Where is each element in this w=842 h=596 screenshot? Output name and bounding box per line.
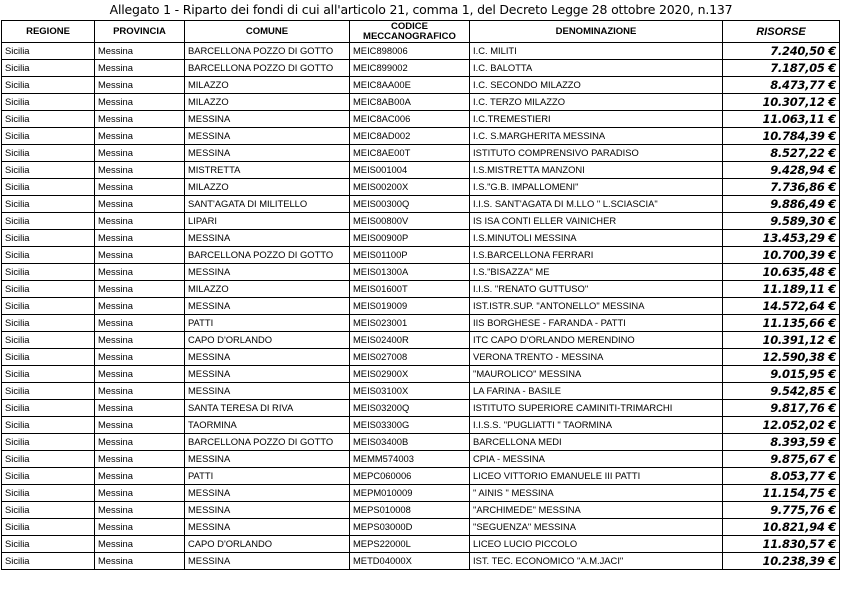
table-row xyxy=(2,417,840,434)
cell-comune: MESSINA xyxy=(185,230,350,247)
table-row xyxy=(2,128,840,145)
cell-denominazione: LA FARINA - BASILE xyxy=(470,383,723,400)
table-row xyxy=(2,536,840,553)
cell-codice: MEPS22000L xyxy=(350,536,470,553)
document-title: Allegato 1 - Riparto dei fondi di cui all'articolo 21, comma 1, del Decreto Legge 28 ottobre 2020, n.137 xyxy=(109,2,733,17)
cell-comune: MESSINA xyxy=(185,553,350,570)
cell-risorse: 7.240,50 € xyxy=(723,43,840,60)
cell-denominazione: I.C. BALOTTA xyxy=(470,60,723,77)
cell-regione: Sicilia xyxy=(2,332,95,349)
cell-codice: MEIS03300G xyxy=(350,417,470,434)
cell-comune: CAPO D'ORLANDO xyxy=(185,332,350,349)
table-row xyxy=(2,502,840,519)
cell-denominazione: ITC CAPO D'ORLANDO MERENDINO xyxy=(470,332,723,349)
cell-risorse: 10.307,12 € xyxy=(723,94,840,111)
cell-provincia: Messina xyxy=(95,519,185,536)
cell-denominazione: I.C. MILITI xyxy=(470,43,723,60)
table-row xyxy=(2,383,840,400)
cell-codice: MEPC060006 xyxy=(350,468,470,485)
table-row xyxy=(2,196,840,213)
cell-codice: MEPS03000D xyxy=(350,519,470,536)
cell-denominazione: ISTITUTO SUPERIORE CAMINITI-TRIMARCHI xyxy=(470,400,723,417)
header-codice-meccanografico: CODICE MECCANOGRAFICO xyxy=(350,21,470,43)
table-row xyxy=(2,230,840,247)
cell-provincia: Messina xyxy=(95,111,185,128)
table-row xyxy=(2,434,840,451)
cell-regione: Sicilia xyxy=(2,298,95,315)
cell-codice: MEIS02900X xyxy=(350,366,470,383)
table-row xyxy=(2,332,840,349)
cell-comune: MISTRETTA xyxy=(185,162,350,179)
table-row xyxy=(2,43,840,60)
cell-risorse: 9.428,94 € xyxy=(723,162,840,179)
cell-denominazione: "SEGUENZA" MESSINA xyxy=(470,519,723,536)
cell-regione: Sicilia xyxy=(2,77,95,94)
table-row xyxy=(2,468,840,485)
cell-denominazione: I.S.MISTRETTA MANZONI xyxy=(470,162,723,179)
cell-regione: Sicilia xyxy=(2,213,95,230)
cell-codice: MEIS03100X xyxy=(350,383,470,400)
table-row xyxy=(2,400,840,417)
cell-provincia: Messina xyxy=(95,417,185,434)
cell-regione: Sicilia xyxy=(2,162,95,179)
cell-comune: MESSINA xyxy=(185,383,350,400)
cell-regione: Sicilia xyxy=(2,451,95,468)
cell-comune: MESSINA xyxy=(185,128,350,145)
cell-denominazione: I.I.S. "RENATO GUTTUSO" xyxy=(470,281,723,298)
cell-risorse: 10.784,39 € xyxy=(723,128,840,145)
allocation-table xyxy=(1,20,840,570)
cell-codice: MEIS03400B xyxy=(350,434,470,451)
cell-risorse: 11.135,66 € xyxy=(723,315,840,332)
cell-risorse: 10.238,39 € xyxy=(723,553,840,570)
cell-comune: BARCELLONA POZZO DI GOTTO xyxy=(185,247,350,264)
cell-provincia: Messina xyxy=(95,213,185,230)
cell-codice: MEIS00200X xyxy=(350,179,470,196)
cell-regione: Sicilia xyxy=(2,128,95,145)
cell-risorse: 9.589,30 € xyxy=(723,213,840,230)
cell-denominazione: I.I.S. SANT'AGATA DI M.LLO " L.SCIASCIA" xyxy=(470,196,723,213)
cell-denominazione: LICEO LUCIO PICCOLO xyxy=(470,536,723,553)
cell-denominazione: I.I.S.S. "PUGLIATTI " TAORMINA xyxy=(470,417,723,434)
table-row xyxy=(2,366,840,383)
cell-comune: MILAZZO xyxy=(185,281,350,298)
cell-provincia: Messina xyxy=(95,77,185,94)
table-row xyxy=(2,179,840,196)
cell-risorse: 11.830,57 € xyxy=(723,536,840,553)
table-row xyxy=(2,485,840,502)
cell-denominazione: IST. TEC. ECONOMICO "A.M.JACI" xyxy=(470,553,723,570)
cell-provincia: Messina xyxy=(95,264,185,281)
cell-risorse: 9.886,49 € xyxy=(723,196,840,213)
cell-codice: MEIS02400R xyxy=(350,332,470,349)
cell-risorse: 9.542,85 € xyxy=(723,383,840,400)
cell-risorse: 12.590,38 € xyxy=(723,349,840,366)
table-row xyxy=(2,519,840,536)
cell-regione: Sicilia xyxy=(2,111,95,128)
cell-denominazione: I.C.TREMESTIERI xyxy=(470,111,723,128)
cell-codice: MEIC8AB00A xyxy=(350,94,470,111)
cell-comune: MESSINA xyxy=(185,111,350,128)
cell-codice: MEIC899002 xyxy=(350,60,470,77)
cell-denominazione: I.S.MINUTOLI MESSINA xyxy=(470,230,723,247)
cell-denominazione: "ARCHIMEDE" MESSINA xyxy=(470,502,723,519)
cell-codice: MEIS019009 xyxy=(350,298,470,315)
cell-regione: Sicilia xyxy=(2,94,95,111)
cell-denominazione: "MAUROLICO" MESSINA xyxy=(470,366,723,383)
cell-codice: MEIS03200Q xyxy=(350,400,470,417)
table-row xyxy=(2,213,840,230)
cell-regione: Sicilia xyxy=(2,366,95,383)
cell-codice: MEIS023001 xyxy=(350,315,470,332)
cell-provincia: Messina xyxy=(95,145,185,162)
table-row xyxy=(2,247,840,264)
cell-risorse: 8.393,59 € xyxy=(723,434,840,451)
cell-provincia: Messina xyxy=(95,332,185,349)
cell-comune: MESSINA xyxy=(185,145,350,162)
table-row xyxy=(2,298,840,315)
cell-provincia: Messina xyxy=(95,60,185,77)
cell-risorse: 10.391,12 € xyxy=(723,332,840,349)
cell-comune: MESSINA xyxy=(185,502,350,519)
cell-comune: MESSINA xyxy=(185,349,350,366)
cell-risorse: 14.572,64 € xyxy=(723,298,840,315)
cell-comune: MILAZZO xyxy=(185,94,350,111)
cell-denominazione: BARCELLONA MEDI xyxy=(470,434,723,451)
cell-risorse: 8.053,77 € xyxy=(723,468,840,485)
cell-risorse: 10.635,48 € xyxy=(723,264,840,281)
cell-comune: SANT'AGATA DI MILITELLO xyxy=(185,196,350,213)
cell-denominazione: CPIA - MESSINA xyxy=(470,451,723,468)
cell-regione: Sicilia xyxy=(2,519,95,536)
cell-provincia: Messina xyxy=(95,400,185,417)
cell-provincia: Messina xyxy=(95,128,185,145)
cell-provincia: Messina xyxy=(95,468,185,485)
cell-comune: MESSINA xyxy=(185,519,350,536)
cell-regione: Sicilia xyxy=(2,179,95,196)
cell-comune: LIPARI xyxy=(185,213,350,230)
cell-denominazione: " AINIS " MESSINA xyxy=(470,485,723,502)
cell-codice: MEIS01300A xyxy=(350,264,470,281)
cell-provincia: Messina xyxy=(95,366,185,383)
cell-regione: Sicilia xyxy=(2,383,95,400)
cell-risorse: 8.527,22 € xyxy=(723,145,840,162)
cell-denominazione: IST.ISTR.SUP. "ANTONELLO" MESSINA xyxy=(470,298,723,315)
cell-denominazione: IIS BORGHESE - FARANDA - PATTI xyxy=(470,315,723,332)
cell-provincia: Messina xyxy=(95,349,185,366)
cell-regione: Sicilia xyxy=(2,247,95,264)
cell-regione: Sicilia xyxy=(2,145,95,162)
cell-provincia: Messina xyxy=(95,94,185,111)
cell-regione: Sicilia xyxy=(2,43,95,60)
table-row xyxy=(2,281,840,298)
table-header-row xyxy=(2,21,840,43)
header-risorse: RISORSE xyxy=(723,21,840,43)
cell-comune: CAPO D'ORLANDO xyxy=(185,536,350,553)
table-row xyxy=(2,111,840,128)
cell-regione: Sicilia xyxy=(2,264,95,281)
cell-provincia: Messina xyxy=(95,230,185,247)
cell-comune: BARCELLONA POZZO DI GOTTO xyxy=(185,43,350,60)
cell-provincia: Messina xyxy=(95,315,185,332)
cell-regione: Sicilia xyxy=(2,400,95,417)
cell-risorse: 9.875,67 € xyxy=(723,451,840,468)
cell-codice: MEPS010008 xyxy=(350,502,470,519)
cell-codice: METD04000X xyxy=(350,553,470,570)
cell-codice: MEIS027008 xyxy=(350,349,470,366)
cell-denominazione: LICEO VITTORIO EMANUELE III PATTI xyxy=(470,468,723,485)
cell-regione: Sicilia xyxy=(2,434,95,451)
cell-codice: MEIC8AA00E xyxy=(350,77,470,94)
cell-denominazione: VERONA TRENTO - MESSINA xyxy=(470,349,723,366)
cell-regione: Sicilia xyxy=(2,315,95,332)
cell-risorse: 11.063,11 € xyxy=(723,111,840,128)
cell-codice: MEPM010009 xyxy=(350,485,470,502)
cell-comune: MESSINA xyxy=(185,451,350,468)
cell-comune: MESSINA xyxy=(185,298,350,315)
cell-denominazione: I.S."BISAZZA" ME xyxy=(470,264,723,281)
cell-provincia: Messina xyxy=(95,434,185,451)
cell-provincia: Messina xyxy=(95,451,185,468)
cell-comune: PATTI xyxy=(185,468,350,485)
cell-provincia: Messina xyxy=(95,162,185,179)
header-denominazione: DENOMINAZIONE xyxy=(470,21,723,43)
cell-provincia: Messina xyxy=(95,196,185,213)
cell-comune: SANTA TERESA DI RIVA xyxy=(185,400,350,417)
cell-provincia: Messina xyxy=(95,247,185,264)
table-row xyxy=(2,451,840,468)
header-comune: COMUNE xyxy=(185,21,350,43)
cell-regione: Sicilia xyxy=(2,417,95,434)
cell-risorse: 10.700,39 € xyxy=(723,247,840,264)
cell-provincia: Messina xyxy=(95,281,185,298)
cell-comune: PATTI xyxy=(185,315,350,332)
cell-regione: Sicilia xyxy=(2,502,95,519)
cell-regione: Sicilia xyxy=(2,536,95,553)
table-row xyxy=(2,349,840,366)
cell-provincia: Messina xyxy=(95,179,185,196)
cell-codice: MEIC8AC006 xyxy=(350,111,470,128)
cell-risorse: 13.453,29 € xyxy=(723,230,840,247)
table-row xyxy=(2,60,840,77)
cell-regione: Sicilia xyxy=(2,196,95,213)
cell-denominazione: ISTITUTO COMPRENSIVO PARADISO xyxy=(470,145,723,162)
cell-denominazione: I.C. S.MARGHERITA MESSINA xyxy=(470,128,723,145)
table-row xyxy=(2,264,840,281)
cell-regione: Sicilia xyxy=(2,485,95,502)
cell-comune: BARCELLONA POZZO DI GOTTO xyxy=(185,60,350,77)
cell-codice: MEIC8AE00T xyxy=(350,145,470,162)
cell-provincia: Messina xyxy=(95,43,185,60)
cell-codice: MEIS001004 xyxy=(350,162,470,179)
header-provincia: PROVINCIA xyxy=(95,21,185,43)
cell-comune: MILAZZO xyxy=(185,77,350,94)
cell-denominazione: I.C. SECONDO MILAZZO xyxy=(470,77,723,94)
table-row xyxy=(2,145,840,162)
cell-risorse: 9.015,95 € xyxy=(723,366,840,383)
table-row xyxy=(2,162,840,179)
table-row xyxy=(2,315,840,332)
cell-comune: MESSINA xyxy=(185,264,350,281)
cell-regione: Sicilia xyxy=(2,468,95,485)
cell-codice: MEIC8AD002 xyxy=(350,128,470,145)
cell-provincia: Messina xyxy=(95,502,185,519)
cell-codice: MEIS00800V xyxy=(350,213,470,230)
cell-comune: TAORMINA xyxy=(185,417,350,434)
cell-provincia: Messina xyxy=(95,485,185,502)
cell-codice: MEIS01600T xyxy=(350,281,470,298)
cell-regione: Sicilia xyxy=(2,230,95,247)
table-row xyxy=(2,94,840,111)
cell-comune: MILAZZO xyxy=(185,179,350,196)
cell-denominazione: I.S.BARCELLONA FERRARI xyxy=(470,247,723,264)
cell-risorse: 12.052,02 € xyxy=(723,417,840,434)
cell-risorse: 9.817,76 € xyxy=(723,400,840,417)
cell-risorse: 10.821,94 € xyxy=(723,519,840,536)
cell-risorse: 7.736,86 € xyxy=(723,179,840,196)
table-body xyxy=(2,43,840,570)
cell-codice: MEIS00900P xyxy=(350,230,470,247)
cell-regione: Sicilia xyxy=(2,60,95,77)
cell-comune: MESSINA xyxy=(185,366,350,383)
cell-provincia: Messina xyxy=(95,298,185,315)
cell-provincia: Messina xyxy=(95,553,185,570)
cell-risorse: 11.154,75 € xyxy=(723,485,840,502)
cell-denominazione: I.S."G.B. IMPALLOMENI" xyxy=(470,179,723,196)
cell-risorse: 8.473,77 € xyxy=(723,77,840,94)
cell-risorse: 9.775,76 € xyxy=(723,502,840,519)
cell-regione: Sicilia xyxy=(2,281,95,298)
cell-comune: MESSINA xyxy=(185,485,350,502)
table-row xyxy=(2,553,840,570)
cell-codice: MEIC898006 xyxy=(350,43,470,60)
cell-regione: Sicilia xyxy=(2,349,95,366)
cell-provincia: Messina xyxy=(95,383,185,400)
cell-risorse: 11.189,11 € xyxy=(723,281,840,298)
table-row xyxy=(2,77,840,94)
cell-denominazione: IS ISA CONTI ELLER VAINICHER xyxy=(470,213,723,230)
cell-regione: Sicilia xyxy=(2,553,95,570)
cell-codice: MEMM574003 xyxy=(350,451,470,468)
cell-codice: MEIS01100P xyxy=(350,247,470,264)
cell-provincia: Messina xyxy=(95,536,185,553)
cell-risorse: 7.187,05 € xyxy=(723,60,840,77)
cell-codice: MEIS00300Q xyxy=(350,196,470,213)
header-regione: REGIONE xyxy=(2,21,95,43)
cell-denominazione: I.C. TERZO MILAZZO xyxy=(470,94,723,111)
cell-comune: BARCELLONA POZZO DI GOTTO xyxy=(185,434,350,451)
